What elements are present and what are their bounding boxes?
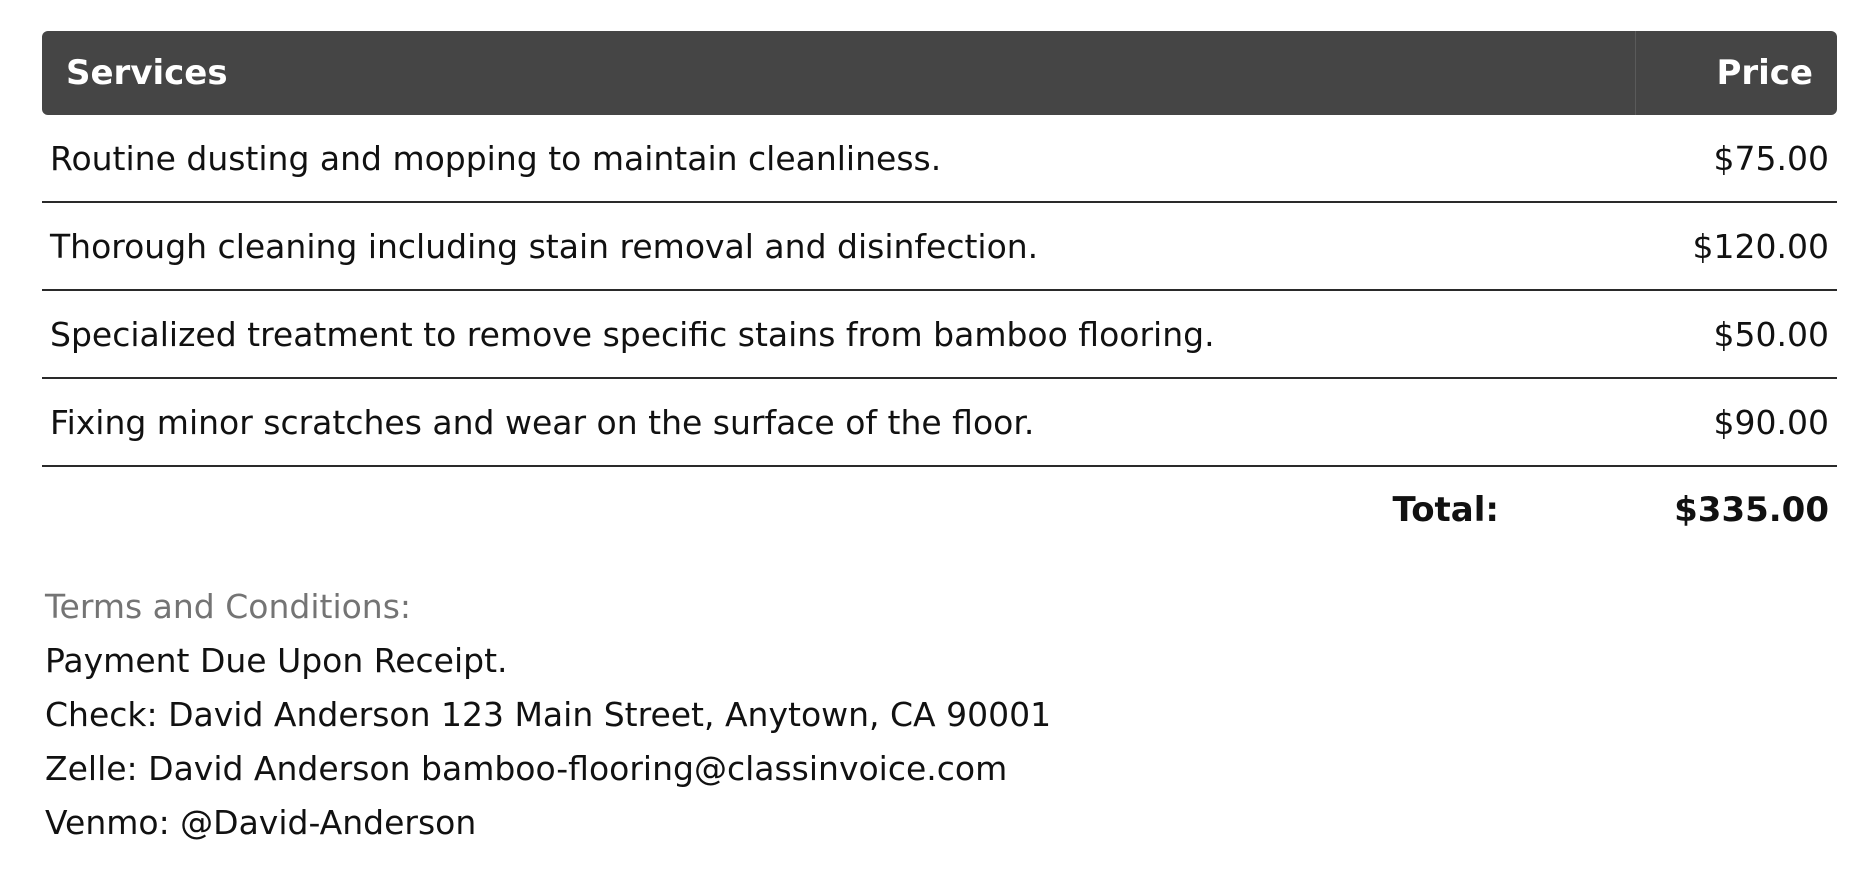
- total-amount: $335.00: [1674, 490, 1829, 530]
- table-header: [42, 31, 1837, 115]
- table-row: [42, 203, 1837, 291]
- service-price: $50.00: [1713, 314, 1829, 354]
- service-price: $90.00: [1713, 402, 1829, 442]
- terms-line-payment: Payment Due Upon Receipt.: [45, 641, 508, 680]
- table-row: [42, 291, 1837, 379]
- service-description: Routine dusting and mopping to maintain cleanliness.: [50, 138, 942, 178]
- table-row: [42, 115, 1837, 203]
- service-price: $75.00: [1713, 138, 1829, 178]
- services-table: [42, 31, 1837, 553]
- terms-heading: Terms and Conditions:: [45, 587, 412, 626]
- terms-section: [45, 580, 1051, 850]
- total-label: Total:: [1392, 490, 1499, 530]
- service-description: Specialized treatment to remove specific stains from bamboo flooring.: [50, 314, 1215, 354]
- services-column-header: Services: [66, 53, 228, 93]
- terms-line-check: Check: David Anderson 123 Main Street, Anytown, CA 90001: [45, 695, 1052, 734]
- service-description: Thorough cleaning including stain removal and disinfection.: [50, 226, 1039, 266]
- table-row: [42, 379, 1837, 467]
- service-price: $120.00: [1692, 226, 1829, 266]
- terms-line-venmo: Venmo: @David-Anderson: [45, 803, 477, 842]
- total-row: [42, 467, 1837, 553]
- service-description: Fixing minor scratches and wear on the surface of the floor.: [50, 402, 1035, 442]
- terms-line-zelle: Zelle: David Anderson bamboo-flooring@classinvoice.com: [45, 749, 1008, 788]
- price-column-header: Price: [1635, 31, 1837, 115]
